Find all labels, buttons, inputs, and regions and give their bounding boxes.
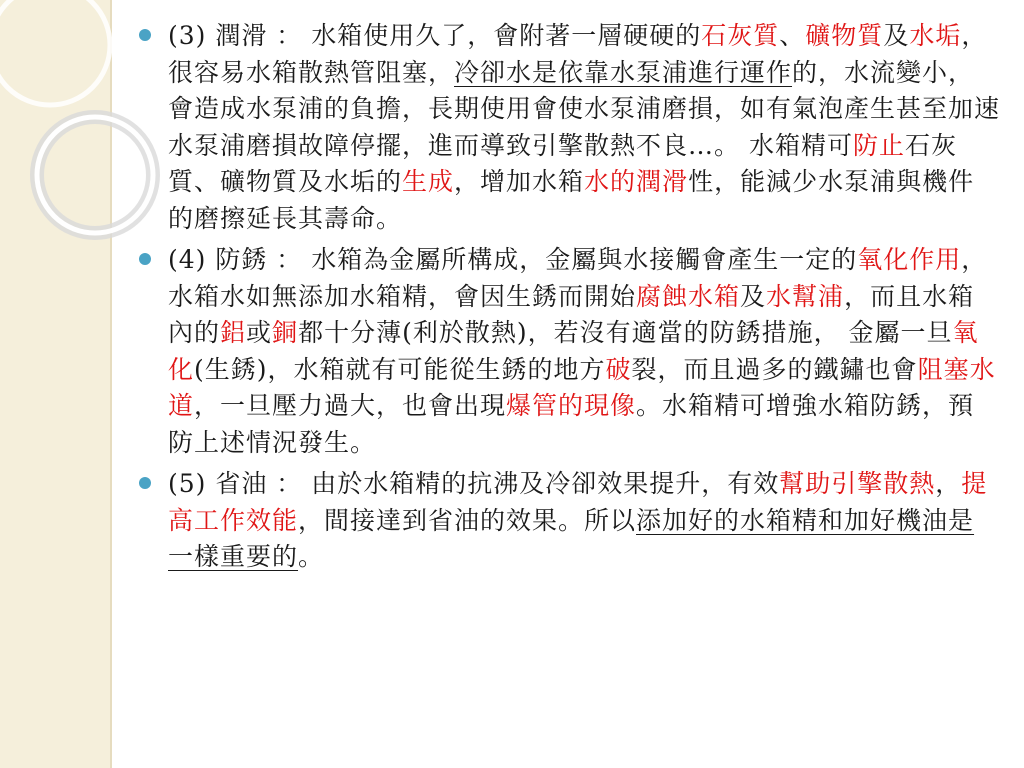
highlighted-term: 破 (605, 354, 632, 384)
body-text: 石灰質、礦物質及水垢的 (168, 130, 957, 196)
bullet-paragraph (130, 466, 1000, 576)
highlighted-term: 提高工作效能 (168, 469, 988, 535)
highlighted-term: 石灰質 (701, 21, 780, 50)
body-text: 及 (883, 21, 910, 50)
body-text: (生銹)，水箱就有可能從生銹的地方 (194, 354, 606, 384)
body-text: 的，水流變小，會造成水泵浦的負擔，長期使用會使水泵浦磨損，如有氣泡產生甚至加速水泵浦磨損故障停擺，進而導致引擎散熱不良…。 水箱精可 (168, 57, 1001, 160)
bullet-dot-icon (139, 29, 151, 41)
body-text: 都十分薄(利於散熱)，若沒有適當的防銹措施， 金屬一旦 (298, 318, 953, 347)
bullet-paragraph (130, 18, 1000, 237)
highlighted-term: 阻塞水道 (168, 354, 996, 420)
body-text: 。水箱精可增強水箱防銹，預防上述情況發生。 (168, 391, 975, 457)
highlighted-term: 幫助引擎散熱 (779, 469, 936, 498)
highlighted-term: 鋁 (220, 318, 247, 347)
highlighted-term: 防止 (852, 130, 905, 160)
highlighted-term: 水幫浦 (766, 281, 845, 311)
body-text: 、 (779, 21, 806, 50)
body-text: 。 (298, 542, 325, 571)
body-text: ，而且水箱內的 (168, 281, 975, 347)
body-text: ，一旦壓力過大，也會出現 (194, 391, 507, 420)
body-text: (4) 防銹 ： 水箱為金屬所構成，金屬與水接觸會產生一定的 (168, 245, 858, 274)
underlined-text: 冷卻水是依靠水泵浦進行運作 (454, 57, 793, 87)
highlighted-term: 氧化作用 (857, 245, 962, 274)
highlighted-term: 水的潤滑 (584, 167, 689, 196)
body-text: ，水箱水如無添加水箱精，會因生銹而開始 (168, 245, 988, 311)
highlighted-term: 氧化 (168, 318, 979, 384)
highlighted-term: 生成 (402, 167, 455, 196)
highlighted-term: 銅 (272, 318, 299, 347)
body-text: (3) 潤滑 ： 水箱使用久了，會附著一層硬硬的 (168, 21, 702, 50)
body-text: 裂，而且過多的鐵鏽也會 (631, 354, 918, 384)
body-text: (5) 省油 ： 由於水箱精的抗沸及冷卻效果提升，有效 (168, 469, 780, 498)
body-text: ， (935, 469, 962, 498)
body-text: 及 (740, 281, 767, 311)
highlighted-term: 水垢 (909, 21, 962, 50)
body-text: ，間接達到省油的效果。所以 (298, 505, 637, 535)
body-text: ，增加水箱 (454, 167, 585, 196)
slide-body (130, 18, 1000, 581)
body-text: 或 (246, 318, 273, 347)
bullet-dot-icon (139, 477, 151, 489)
bullet-paragraph (130, 242, 1000, 461)
highlighted-term: 腐蝕水箱 (636, 281, 741, 311)
bullet-dot-icon (139, 253, 151, 265)
underlined-text: 添加好的水箱精和加好機油是一樣重要的 (168, 505, 975, 571)
body-text: ，很容易水箱散熱管阻塞， (168, 21, 988, 87)
body-text: 性，能減少水泵浦與機件的磨擦延長其壽命。 (168, 167, 975, 233)
highlighted-term: 礦物質 (805, 21, 884, 50)
highlighted-term: 爆管的現像 (506, 391, 637, 420)
